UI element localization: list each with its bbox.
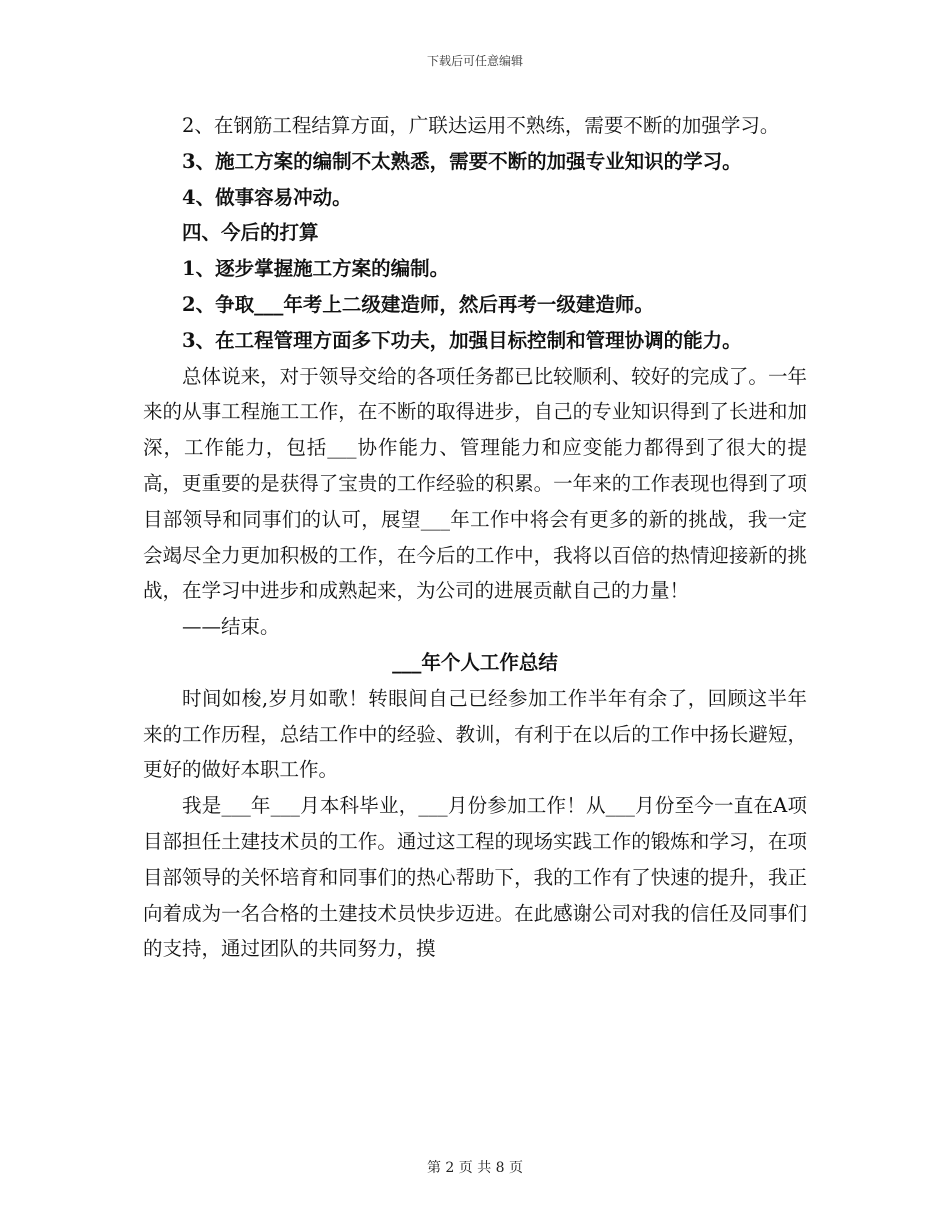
paragraph-plan-3: 3、在工程管理方面多下功夫，加强目标控制和管理协调的能力。 — [182, 328, 742, 352]
paragraph-plan-1: 1、逐步掌握施工方案的编制。 — [182, 257, 450, 281]
document-body — [143, 108, 807, 967]
section-title: ___年个人工作总结 — [392, 650, 558, 674]
paragraph-intro: 时间如梭,岁月如歌！转眼间自己已经参加工作半年有余了，回顾这半年来的工作历程，总结工作中的经验、教训，有利于在以后的工作中扬长避短，更好的做好本职工作。 — [143, 686, 807, 782]
paragraph-impulsive: 4、做事容易冲动。 — [182, 185, 352, 209]
page-footer: 第 2 页 共 8 页 — [426, 1160, 524, 1176]
paragraph-end: ——结束。 — [182, 615, 280, 639]
paragraph-steel-settlement: 2、在钢筋工程结算方面，广联达运用不熟练，需要不断的加强学习。 — [182, 114, 780, 137]
paragraph-background: 我是___年___月本科毕业，___月份参加工作！从___月份至今一直在A项目部担任土建技术员的工作。通过这工程的现场实践工作的锻炼和学习，在项目部领导的关怀培育和同事们的热心帮助下，我的工作有了快速的提升，我正向着成为一名合格的土建技术员快步迈进。在此感谢公司对我的信任及同事们的支持，通过团队的共同努力，摸 — [143, 794, 807, 961]
paragraph-summary: 总体说来，对于领导交给的各项任务都已比较顺利、较好的完成了。一年来的从事工程施工工作，在不断的取得进步，自己的专业知识得到了长进和加深，工作能力，包括___协作能力、管理能力和应变能力都得到了很大的提高，更重要的是获得了宝贵的工作经验的积累。一年来的工作表现也得到了项目部领导和同事们的认可，展望___年工作中将会有更多的新的挑战，我一定会竭尽全力更加积极的工作，在今后的工作中，我将以百倍的热情迎接新的挑战，在学习中进步和成熟起来，为公司的进展贡献自己的力量！ — [143, 364, 807, 603]
paragraph-construction-plan: 3、施工方案的编制不太熟悉，需要不断的加强专业知识的学习。 — [182, 149, 742, 173]
paragraph-plan-2: 2、争取___年考上二级建造师，然后再考一级建造师。 — [182, 292, 654, 316]
page-header: 下载后可任意编辑 — [426, 54, 523, 68]
heading-future-plans: 四、今后的打算 — [182, 221, 319, 245]
